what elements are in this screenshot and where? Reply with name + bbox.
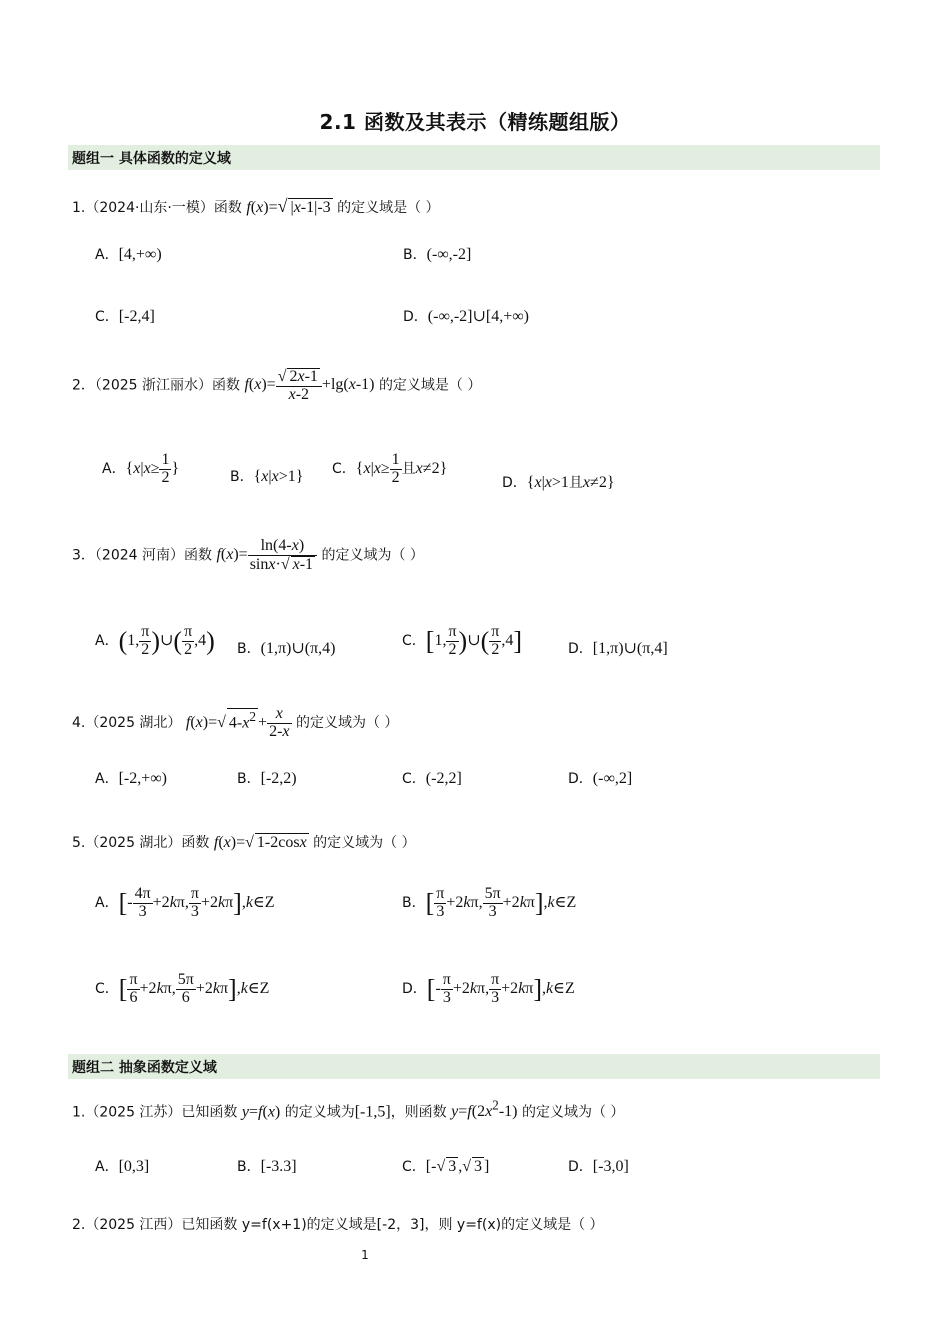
option-math: [-2,+∞) [118, 770, 167, 787]
option-label: C． [402, 1159, 426, 1175]
question-1-1-prefix: 1.（2024·山东·一模）函数 [72, 200, 242, 216]
question-1-5-prefix: 5.（2025 湖北）函数 [72, 835, 210, 851]
option-label: C． [95, 980, 119, 997]
option-1-5-a[interactable] [95, 886, 275, 921]
question-1-4-prefix: 4.（2025 湖北） [72, 714, 182, 731]
option-label: A． [95, 1159, 119, 1175]
option-1-1-b[interactable] [403, 244, 471, 264]
option-label: C． [95, 309, 119, 325]
option-label: D． [502, 475, 527, 491]
option-1-1-a[interactable] [95, 244, 162, 264]
option-1-3-a[interactable] [95, 624, 215, 659]
option-math: x≠2} [582, 474, 615, 491]
option-math: [0,3] [118, 1158, 150, 1175]
question-2-1-mid-1: 的定义域为 [284, 1104, 355, 1121]
option-math: [- $\frac{\pi}{3}$ +2kπ, $\frac{\pi}{3}$ +2kπ],k∈Z [426, 971, 575, 1006]
option-1-4-a[interactable] [95, 768, 167, 788]
question-1-3-suffix: 的定义域为（ ） [321, 547, 424, 564]
question-2-1-suffix: 的定义域为（ ） [521, 1104, 625, 1121]
question-1-1-formula: f(x)=√ |x-1|-3 [246, 196, 331, 216]
option-math: [-2,2) [260, 770, 297, 787]
option-conjunction: 且 [401, 460, 416, 477]
question-2-1-formula-2: $y=f(2x^2-1)$ [451, 1098, 518, 1121]
option-label: D． [568, 771, 593, 787]
option-label: C． [332, 460, 356, 477]
option-conjunction: 且 [568, 475, 583, 491]
option-1-1-c[interactable] [95, 306, 155, 326]
question-1-5-suffix: 的定义域为（ ） [313, 835, 416, 851]
question-2-1-interval: [-1,5] [354, 1103, 391, 1121]
question-1-3-prefix: 3．（2024 河南）函数 [72, 547, 212, 564]
option-math: [ $\frac{\pi}{3}$ +2kπ, $\frac{5\pi}{3}$ +2kπ],k∈Z [425, 885, 577, 920]
option-1-4-b[interactable] [237, 768, 297, 788]
option-label: A． [102, 460, 126, 477]
question-1-2-prefix: 2．（2025 浙江丽水）函数 [72, 377, 240, 394]
question-2-1-prefix: 1.（2025 江苏）已知函数 [72, 1104, 238, 1121]
option-1-2-a[interactable] [102, 452, 179, 487]
option-1-3-d[interactable] [568, 638, 668, 658]
option-1-4-c[interactable] [402, 768, 462, 788]
option-label: A． [95, 632, 119, 649]
option-label: A． [95, 894, 119, 911]
option-math: (1, $\frac{\pi}{2}$ )∪( $\frac{\pi}{2}$ ,4) [118, 623, 215, 658]
option-label: D． [403, 309, 428, 325]
question-1-3 [72, 538, 424, 574]
option-2-1-d[interactable] [568, 1156, 629, 1176]
question-2-2: 2.（2025 江西）已知函数 y=f(x+1)的定义域是[-2，3]，则 y=f(x)的定义域是（ ） [72, 1217, 604, 1233]
option-label: B． [403, 247, 427, 263]
option-1-2-b[interactable] [230, 466, 303, 486]
option-1-1-d[interactable] [403, 306, 529, 326]
question-1-3-formula: f(x)= $\frac{\ln(4-x)}{\sin x\cdot√ x-1}$ [216, 546, 317, 563]
option-2-1-c[interactable] [402, 1156, 489, 1176]
option-math: {x|x>1} [253, 468, 304, 485]
option-label: B． [237, 771, 261, 787]
option-2-1-a[interactable] [95, 1156, 149, 1176]
option-2-1-b[interactable] [237, 1156, 297, 1176]
option-label: C． [402, 771, 426, 787]
option-math: [ $\frac{\pi}{6}$ +2kπ, $\frac{5\pi}{6}$ +2kπ],k∈Z [118, 971, 270, 1006]
option-label: D． [568, 1159, 593, 1175]
option-1-5-c[interactable] [95, 972, 269, 1007]
group-header-2 [68, 1054, 880, 1079]
option-label: B． [237, 1159, 261, 1175]
option-label: B． [402, 894, 426, 911]
option-math: (-2,2] [425, 770, 462, 787]
question-2-1-mid-2: ，则函数 [390, 1104, 447, 1121]
page-number: 1 [361, 1248, 369, 1262]
question-1-1 [72, 196, 440, 217]
question-2-1-formula-1: y=f(x) [241, 1103, 281, 1121]
option-math: [-2,4] [118, 308, 155, 325]
question-1-4-suffix: 的定义域为（ ） [295, 714, 399, 731]
question-1-5 [72, 832, 416, 852]
group-label-1: 题组一 具体函数的定义域 [72, 151, 231, 167]
option-label: A． [95, 247, 119, 263]
option-math: (1,π)∪(π,4) [260, 640, 336, 657]
question-1-2-suffix: 的定义域是（ ） [378, 377, 482, 394]
question-1-4 [72, 706, 398, 741]
option-1-4-d[interactable] [568, 768, 632, 788]
option-math: (-∞,-2]∪[4,+∞) [427, 308, 529, 325]
option-1-2-d[interactable] [502, 472, 615, 492]
option-math: [- $\frac{4\pi}{3}$ +2kπ, $\frac{\pi}{3}$ +2kπ],k∈Z [118, 885, 275, 920]
option-math: [1, $\frac{\pi}{2}$ )∪( $\frac{\pi}{2}$ ,4] [425, 623, 523, 658]
option-label: D． [402, 980, 427, 997]
option-1-3-c[interactable] [402, 624, 522, 659]
page-title: 2.1 函数及其表示（精练题组版） [319, 110, 631, 134]
question-1-1-suffix: 的定义域是（ ） [337, 200, 440, 216]
option-math: (-∞,2] [592, 770, 633, 787]
option-math: [-3,0] [592, 1158, 629, 1175]
option-label: B． [237, 641, 261, 657]
group-label-2: 题组二 抽象函数定义域 [72, 1060, 217, 1076]
option-label: C． [402, 632, 426, 649]
option-1-3-b[interactable] [237, 638, 335, 658]
option-math: [-3.3] [260, 1158, 297, 1175]
option-math: {x|x>1 [526, 474, 569, 491]
option-label: B． [230, 469, 254, 485]
option-math: (-∞,-2] [426, 246, 472, 263]
option-label: D． [568, 641, 593, 657]
option-math: {x|x≥ $\frac{1}{2}$ } [125, 451, 180, 486]
option-1-5-b[interactable] [402, 886, 576, 921]
question-1-2 [72, 368, 481, 404]
question-1-2-formula: f(x)= $\frac{√ 2x-1}{x-2}$ +lg(x-1) [244, 368, 375, 403]
option-math: x≠2} [415, 459, 448, 477]
group-header-1 [68, 145, 880, 170]
option-1-5-d[interactable] [402, 972, 575, 1007]
option-label: A． [95, 771, 119, 787]
question-1-4-formula: f(x)=√ $4-x^2$ + $\frac{x}{2-x}$ [185, 705, 290, 740]
question-2-1 [72, 1098, 624, 1121]
option-1-2-c[interactable] [332, 452, 447, 487]
question-1-5-formula: f(x)=√ 1-2cosx [213, 834, 307, 851]
option-math: {x|x≥ $\frac{1}{2}$ [355, 451, 400, 486]
option-math: [-√ 3 ,√ 3 ] [425, 1158, 490, 1175]
option-math: [4,+∞) [118, 246, 162, 263]
option-math: [1,π)∪(π,4] [592, 640, 668, 657]
